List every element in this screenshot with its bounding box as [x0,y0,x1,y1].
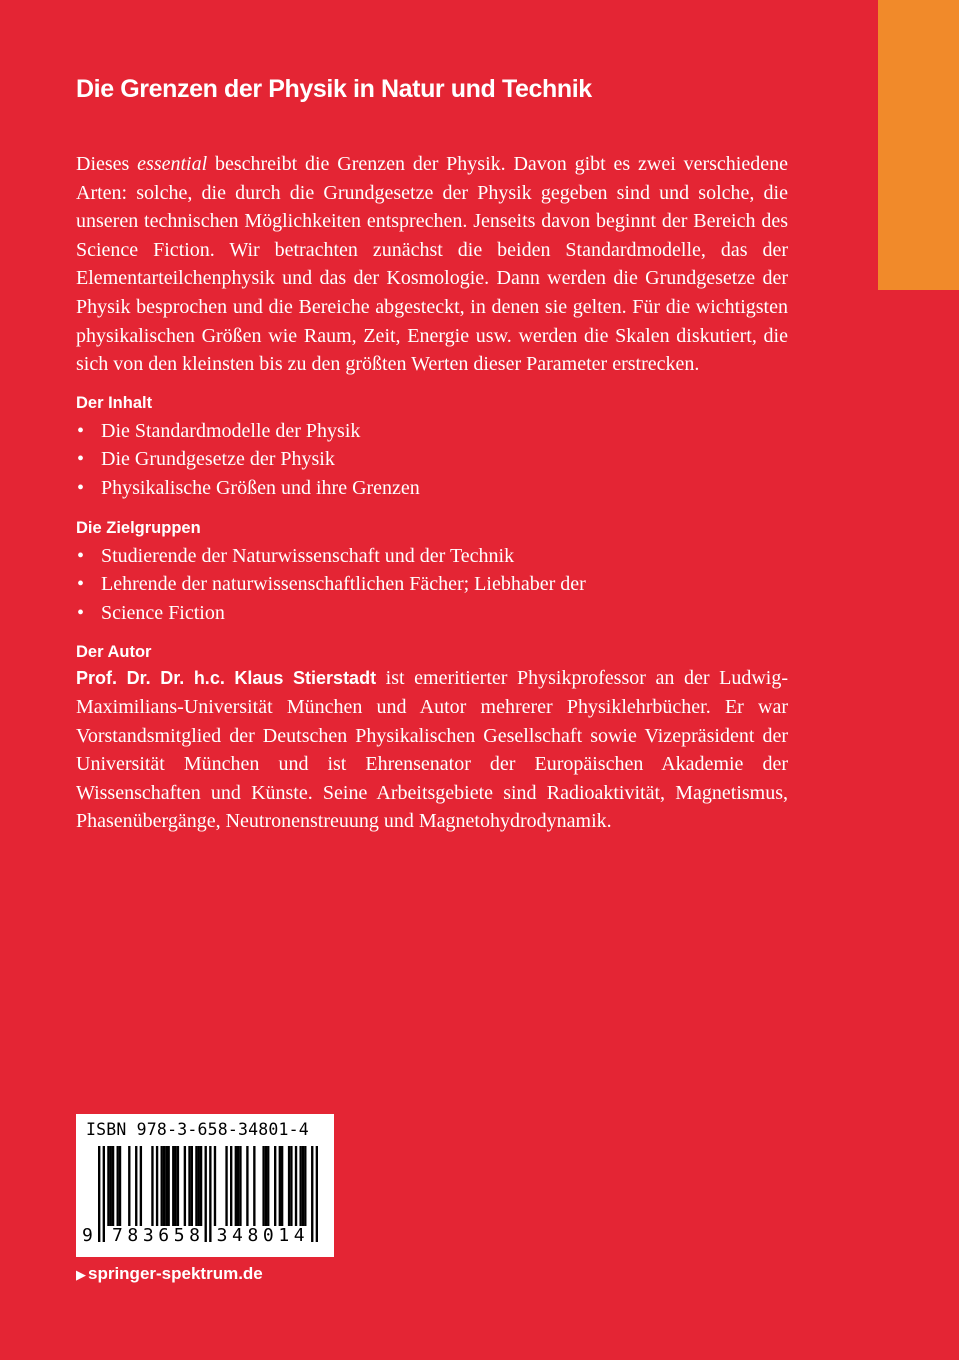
barcode-bar [195,1146,197,1226]
barcode-bar [214,1146,216,1226]
description-paragraph [76,150,788,379]
description-emphasis: essential [137,153,208,175]
bullet-icon: • [77,476,85,499]
barcode-bar [235,1146,237,1226]
barcode-bar [151,1146,153,1226]
barcode-bar [288,1146,290,1226]
barcode-bar [188,1146,190,1226]
barcode-bar [107,1146,109,1226]
barcode-bar [225,1146,227,1226]
barcode-bar [110,1146,112,1226]
inhalt-heading: Der Inhalt [76,393,153,412]
barcode-bar [253,1146,255,1226]
barcode-bar [161,1146,163,1226]
barcode-bar [230,1146,232,1226]
list-item-text: Physikalische Größen und ihre Grenzen [101,476,420,499]
barcode-bar [198,1146,200,1226]
barcode-bar [191,1146,193,1226]
barcode-bar [163,1146,165,1226]
barcode-bar [246,1146,248,1226]
description-text-start: Dieses [76,153,138,175]
orange-accent-tab [878,0,959,290]
barcode-bar [302,1146,304,1226]
barcode-bar [281,1146,283,1226]
publisher-website[interactable] [76,1264,263,1284]
barcode-bar [290,1146,292,1226]
barcode-bar [156,1146,158,1226]
barcode-bar [167,1146,169,1226]
barcode-bar [177,1146,179,1226]
list-item-text: Die Standardmodelle der Physik [101,419,361,442]
barcode-bar [295,1146,297,1226]
bullet-icon: • [77,448,85,471]
barcode-bar [304,1146,306,1226]
list-item [76,599,788,628]
author-bio-text: ist emeritierter Physikprofessor an der Ludwig-Maximilians-Universität München und Autor mehrerer Physiklehrbücher. Er war Vorstandsmitglied der Deutschen Physikalischen Gesellschaft sowie Vizepräsident der Universität München und ist Ehrensenator der Europäischen Akademie der Wissenschaften und Künste. Seine Arbeitsgebiete sind Radioaktivität, Magnetismus, Phasenübergänge, Neutronenstreuung und Magnetohydrodynamik. [76,667,788,833]
book-title: Die Grenzen der Physik in Natur und Technik [76,75,592,103]
list-item [76,474,788,503]
list-item [76,570,788,599]
barcode-bar [299,1146,301,1226]
barcode-bar [135,1146,137,1226]
bullet-icon: • [77,573,85,596]
author-name: Prof. Dr. Dr. h.c. Klaus Stierstadt [76,668,377,689]
author-bio [76,664,788,836]
barcode-bar [237,1146,239,1226]
barcode-bar [311,1146,313,1242]
zielgruppen-heading: Die Zielgruppen [76,518,201,537]
bullet-icon: • [77,544,85,567]
ean-left-digits: 783658 [112,1225,205,1246]
list-item [76,417,788,446]
barcode-bar [267,1146,269,1226]
barcode-bar [316,1146,318,1242]
bullet-icon: • [77,601,85,624]
autor-heading: Der Autor [76,643,152,662]
barcode-bar [262,1146,264,1226]
bullet-icon: • [77,419,85,442]
ean-right-digits: 348014 [216,1225,310,1246]
barcode-bar [172,1146,174,1226]
list-item-text: Studierende der Naturwissenschaft und der Technik [101,544,515,567]
barcode-bar [140,1146,142,1226]
description-text-rest: beschreibt die Grenzen der Physik. Davon gibt es zwei verschiedene Arten: solche, die durch die Grundgesetze der Physik gegeben sind und solche, die unseren technischen Möglichkeiten entsprechen. Jenseits davon beginnt der Bereich des Science Fiction. Wir betrachten zunächst die beiden Standardmodelle, das der Elementarteilchenphysik und das der Kosmologie. Dann werden die Grundgesetze der Physik besprochen und die Bereiche abgesteckt, in denen sie gelten. Für die wichtigsten physikalischen Größen wie Raum, Zeit, Energie usw. werden die Skalen diskutiert, die sich von den kleinsten bis zu den größten Werten dieser Parameter erstrecken. [76,153,788,376]
inhalt-list [76,417,788,503]
barcode-bar [117,1146,119,1226]
barcode-bar [274,1146,276,1226]
ean-first-digit: 9 [82,1225,93,1246]
barcode-bar [112,1146,114,1226]
list-item [76,542,788,571]
website-text: springer-spektrum.de [88,1264,263,1283]
list-item [76,445,788,474]
triangle-right-icon: ▶ [76,1267,86,1282]
ean-digits [82,1225,309,1246]
barcode-bar [265,1146,267,1226]
barcode-bar [165,1146,167,1226]
isbn-barcode [76,1114,334,1257]
barcode-bar [128,1146,130,1226]
barcode-bar [174,1146,176,1226]
barcode-bar [200,1146,202,1226]
back-cover-content [76,72,788,836]
isbn-label: ISBN 978-3-658-34801-4 [86,1120,309,1139]
barcode-bar [239,1146,241,1226]
list-item-text: Science Fiction [101,601,225,624]
barcode-bar [119,1146,121,1226]
zielgruppen-list [76,542,788,628]
barcode-bar [279,1146,281,1226]
list-item-text: Die Grundgesetze der Physik [101,448,335,471]
list-item-text: Lehrende der naturwissenschaftlichen Fächer; Liebhaber der [101,573,586,596]
barcode-bar [184,1146,186,1226]
